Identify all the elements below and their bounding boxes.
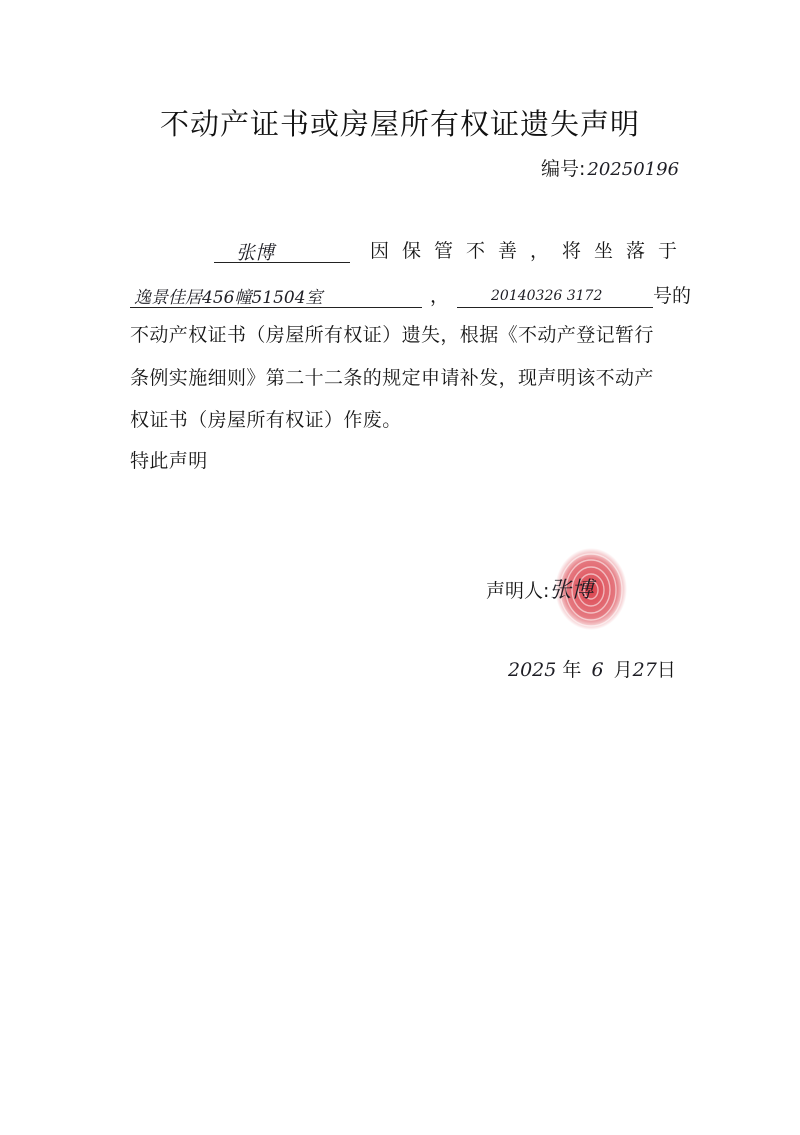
declaration-line-2 <box>130 281 691 308</box>
closing-statement: 特此声明 <box>130 450 208 472</box>
location-blank <box>130 283 422 308</box>
document-number <box>541 154 679 181</box>
document-number-label: 编号: <box>541 158 586 180</box>
property-location-handwritten: 逸景佳居456幢51504室 <box>134 288 323 308</box>
certificate-number-blank <box>457 283 653 308</box>
date-year-unit: 年 <box>562 659 582 681</box>
declaration-date <box>508 655 676 682</box>
declaration-line-1 <box>214 236 690 263</box>
comma: ， <box>430 285 450 307</box>
date-day-unit: 日 <box>656 659 676 681</box>
declaration-line-4: 条例实施细则》第二十二条的规定申请补发，现声明该不动产 <box>130 367 654 389</box>
number-suffix: 号的 <box>653 285 692 307</box>
declarant-name-handwritten: 张博 <box>236 242 275 264</box>
name-blank <box>214 238 350 263</box>
date-year: 2025 <box>508 659 557 681</box>
declaration-line-3: 不动产权证书（房屋所有权证）遗失，根据《不动产登记暂行 <box>130 324 654 346</box>
declaration-line-5: 权证书（房屋所有权证）作废。 <box>130 409 402 431</box>
date-month-unit: 月 <box>613 659 633 681</box>
page-title: 不动产证书或房屋所有权证遗失声明 <box>159 107 640 141</box>
declarant-signature-name: 张博 <box>549 578 594 603</box>
declarant-label: 声明人: <box>486 580 550 602</box>
certificate-number-handwritten: 20140326 3172 <box>491 288 603 304</box>
date-month: 6 <box>591 659 604 681</box>
declaration-phrase: 因保管不善，将坐落于 <box>370 240 691 262</box>
declarant-signature <box>486 573 593 604</box>
document-number-value: 20250196 <box>587 159 680 180</box>
date-day: 27 <box>632 659 657 681</box>
